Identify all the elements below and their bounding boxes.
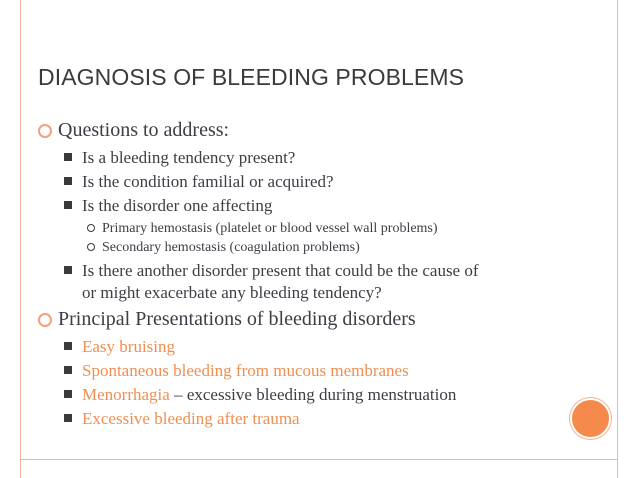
bullet-text: Principal Presentations of bleeding disorders <box>58 308 416 330</box>
sub-bullet <box>36 260 601 304</box>
sub-bullet <box>36 195 601 217</box>
square-bullet-icon <box>64 414 72 422</box>
sub-sub-bullet <box>36 238 601 257</box>
sub-bullet-text: Is the disorder one affecting <box>82 196 273 215</box>
sub-bullet-text: Is a bleeding tendency present? <box>82 148 296 167</box>
slide-content <box>36 117 601 432</box>
sub-sub-bullet <box>36 219 601 238</box>
square-bullet-icon <box>64 266 72 274</box>
left-border-line <box>20 0 21 478</box>
ring-bullet-icon <box>38 124 52 138</box>
bottom-border-line <box>20 459 618 460</box>
sub-bullet-text-line2: or might exacerbate any bleeding tendency? <box>82 283 382 302</box>
sub-sub-bullet-text: Primary hemostasis (platelet or blood vessel wall problems) <box>102 221 438 236</box>
orange-circle-icon <box>570 398 611 439</box>
sub-bullet <box>36 384 601 406</box>
bullet-presentations <box>36 306 601 332</box>
highlighted-text: Easy bruising <box>82 337 176 356</box>
sub-bullet <box>36 147 601 169</box>
bullet-text: Questions to address: <box>58 119 230 141</box>
sub-bullet <box>36 336 601 358</box>
highlighted-text: Menorrhagia <box>82 385 170 404</box>
square-bullet-icon <box>64 153 72 161</box>
ring-bullet-icon <box>87 243 95 251</box>
sub-bullet <box>36 171 601 193</box>
square-bullet-icon <box>64 366 72 374</box>
right-border-line <box>617 0 618 478</box>
slide-title: DIAGNOSIS OF BLEEDING PROBLEMS <box>38 64 465 90</box>
ring-bullet-icon <box>38 313 52 327</box>
highlighted-text: Excessive bleeding after trauma <box>82 409 300 428</box>
sub-bullet-text: Is the condition familial or acquired? <box>82 172 334 191</box>
square-bullet-icon <box>64 201 72 209</box>
ring-bullet-icon <box>87 224 95 232</box>
sub-bullet <box>36 408 601 430</box>
square-bullet-icon <box>64 342 72 350</box>
sub-bullet <box>36 360 601 382</box>
sub-bullet-text-line1: Is there another disorder present that could be the cause of <box>82 261 479 280</box>
bullet-questions <box>36 117 601 143</box>
sub-sub-bullet-text: Secondary hemostasis (coagulation problems) <box>102 240 360 255</box>
sub-bullet-text: – excessive bleeding during menstruation <box>169 385 457 404</box>
highlighted-text: Spontaneous bleeding from mucous membranes <box>82 361 409 380</box>
square-bullet-icon <box>64 177 72 185</box>
square-bullet-icon <box>64 390 72 398</box>
